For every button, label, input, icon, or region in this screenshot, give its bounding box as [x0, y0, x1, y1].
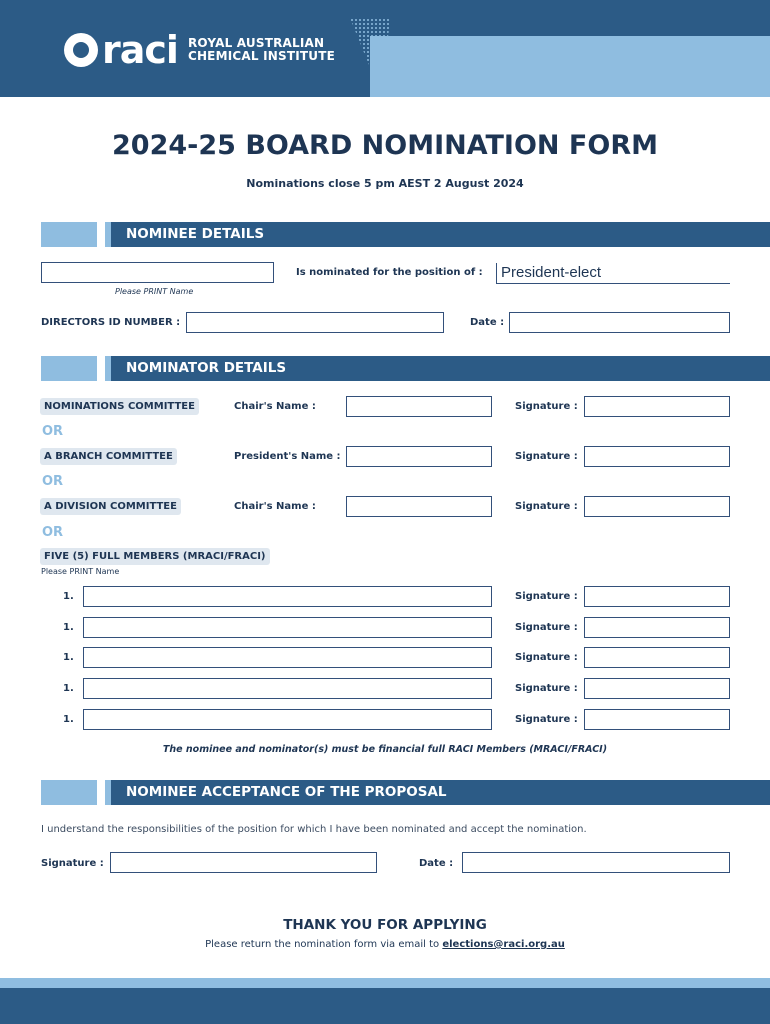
nominee-date-label: Date :	[470, 317, 505, 328]
member-signature-field[interactable]	[584, 617, 730, 638]
return-instructions	[0, 939, 770, 950]
nominee-name-field[interactable]	[41, 262, 274, 283]
institute-name	[188, 37, 335, 63]
division-signature-field[interactable]	[584, 496, 730, 517]
or-divider: OR	[42, 474, 64, 489]
acceptance-date-label: Date :	[419, 858, 454, 869]
nominee-date-field[interactable]	[509, 312, 730, 333]
acceptance-signature-field[interactable]	[110, 852, 377, 873]
section-tab-nominator	[41, 356, 97, 381]
membership-footnote: The nominee and nominator(s) must be financial full RACI Members (MRACI/FRACI)	[162, 744, 608, 755]
member-signature-field[interactable]	[584, 709, 730, 730]
acceptance-signature-label: Signature :	[41, 858, 104, 869]
division-chair-name-label: Chair's Name :	[234, 501, 316, 512]
nominations-committee-label: NOMINATIONS COMMITTEE	[40, 398, 199, 415]
email-link[interactable]: elections@raci.org.au	[442, 939, 565, 950]
member-name-field[interactable]	[83, 678, 492, 699]
member-signature-label: Signature :	[515, 622, 578, 633]
member-signature-field[interactable]	[584, 586, 730, 607]
page-header	[0, 0, 770, 97]
member-row-number: 1.	[63, 591, 74, 602]
nominee-print-name-hint: Please PRINT Name	[115, 287, 194, 296]
member-signature-label: Signature :	[515, 714, 578, 725]
raci-logo-icon	[64, 33, 98, 67]
header-triangle-graphic	[350, 18, 390, 97]
section-title-nominee: NOMINEE DETAILS	[126, 226, 265, 242]
branch-committee-label: A BRANCH COMMITTEE	[40, 448, 177, 465]
section-title-acceptance: NOMINEE ACCEPTANCE OF THE PROPOSAL	[126, 784, 447, 800]
or-divider: OR	[42, 424, 64, 439]
member-row-number: 1.	[63, 683, 74, 694]
directors-id-label: DIRECTORS ID NUMBER :	[41, 317, 181, 328]
committee-signature-label: Signature :	[515, 401, 578, 412]
division-chair-name-field[interactable]	[346, 496, 492, 517]
return-text: Please return the nomination form via email to	[205, 939, 440, 950]
member-signature-label: Signature :	[515, 591, 578, 602]
branch-president-name-field[interactable]	[346, 446, 492, 467]
committee-signature-field[interactable]	[584, 396, 730, 417]
logo-wordmark: raci	[102, 28, 178, 72]
member-signature-label: Signature :	[515, 683, 578, 694]
institute-name-line1: ROYAL AUSTRALIAN	[187, 36, 325, 50]
footer-band	[0, 988, 770, 1024]
section-tab-nominee	[41, 222, 97, 247]
member-row-number: 1.	[63, 622, 74, 633]
header-accent-band	[370, 36, 770, 97]
section-title-nominator: NOMINATOR DETAILS	[126, 360, 287, 376]
acceptance-date-field[interactable]	[462, 852, 730, 873]
branch-signature-label: Signature :	[515, 451, 578, 462]
members-print-name-hint: Please PRINT Name	[41, 567, 120, 576]
directors-id-field[interactable]	[186, 312, 444, 333]
member-signature-label: Signature :	[515, 652, 578, 663]
committee-chair-name-field[interactable]	[346, 396, 492, 417]
form-title: 2024-25 BOARD NOMINATION FORM	[112, 130, 658, 161]
division-signature-label: Signature :	[515, 501, 578, 512]
member-row-number: 1.	[63, 652, 74, 663]
footer-accent-band	[0, 978, 770, 988]
institute-name-line2: CHEMICAL INSTITUTE	[187, 49, 336, 63]
branch-signature-field[interactable]	[584, 446, 730, 467]
form-deadline: Nominations close 5 pm AEST 2 August 2024	[246, 177, 524, 190]
acceptance-statement: I understand the responsibilities of the position for which I have been nominated and accept the nomination.	[41, 824, 587, 835]
member-name-field[interactable]	[83, 709, 492, 730]
member-name-field[interactable]	[83, 647, 492, 668]
thank-you-heading: THANK YOU FOR APPLYING	[283, 917, 487, 933]
division-committee-label: A DIVISION COMMITTEE	[40, 498, 181, 515]
member-name-field[interactable]	[83, 617, 492, 638]
section-tab-acceptance	[41, 780, 97, 805]
committee-chair-name-label: Chair's Name :	[234, 401, 316, 412]
member-signature-field[interactable]	[584, 647, 730, 668]
member-name-field[interactable]	[83, 586, 492, 607]
member-row-number: 1.	[63, 714, 74, 725]
position-label: Is nominated for the position of :	[296, 267, 483, 278]
branch-president-name-label: President's Name :	[234, 451, 341, 462]
raci-logo	[64, 28, 336, 72]
position-field[interactable]: President-elect	[496, 263, 730, 284]
or-divider: OR	[42, 525, 64, 540]
full-members-label: FIVE (5) FULL MEMBERS (MRACI/FRACI)	[40, 548, 270, 565]
member-signature-field[interactable]	[584, 678, 730, 699]
